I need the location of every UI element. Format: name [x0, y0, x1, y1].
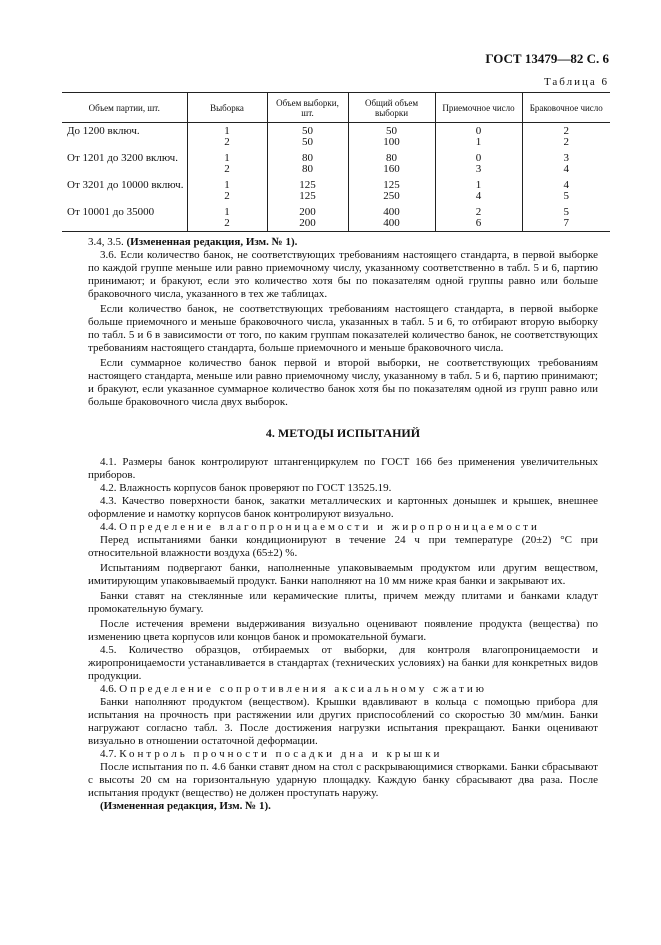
section-heading: 4. МЕТОДЫ ИСПЫТАНИЙ — [265, 426, 421, 440]
column-header: Объем выборки, шт. — [267, 93, 348, 123]
body-text — [88, 236, 598, 813]
lot-size-cell: От 3201 до 10000 включ. — [67, 179, 184, 191]
total-size-cell: 400 400 — [348, 204, 435, 232]
table-row — [62, 177, 610, 204]
paragraph-4-3: 4.3. Качество поверхности банок, закатки металлических и картонных донышек и крышек, внешнее оформление и намотку корпусов банок контролируют визуально. — [88, 495, 598, 520]
total-size-cell: 125 250 — [348, 177, 435, 204]
sample-size-cell: 50 50 — [267, 123, 348, 151]
sample-size-cell: 200 200 — [267, 204, 348, 232]
column-header: Выборка — [187, 93, 267, 123]
reject-number-cell: 2 2 — [522, 123, 610, 151]
paragraph: Если количество банок, не соответствующих требованиям настоящего стандарта, в первой выборке больше приемочного и меньше браковочного числа, указанных в табл. 5 и 6, то отбирают вторую выборку по табл. 5 и 6 в зависимости от того, по каким группам показателей количество банок, не соответствующих требованиям настоящего стандарта, больше приемочного и меньше браковочного числа. — [88, 303, 598, 354]
accept-number-cell: 0 3 — [435, 150, 522, 177]
table-row — [62, 204, 610, 232]
sample-cell: 1 2 — [187, 204, 267, 232]
paragraph: Испытаниям подвергают банки, наполненные упаковываемым продуктом или другим веществом, имитирующим упаковываемый продукт. Банки наполняют на 10 мм ниже края банки и закрывают их. — [88, 562, 598, 587]
paragraph: После истечения времени выдерживания визуально оценивают появление продукта (вещества) по изменению цвета корпусов или концов банок и промокательной бумаги. — [88, 618, 598, 643]
accept-number-cell: 1 4 — [435, 177, 522, 204]
total-size-cell: 50 100 — [348, 123, 435, 151]
total-size-cell: 80 160 — [348, 150, 435, 177]
column-header: Приемочное число — [435, 93, 522, 123]
accept-number-cell: 2 6 — [435, 204, 522, 232]
paragraph-4-5: 4.5. Количество образцов, отбираемых от выборки, для контроля влагопроницаемости и жиропроницаемости устанавливается в стандартах (технических условиях) на банки для конкретных видов продукции. — [88, 644, 598, 682]
paragraph-4-1: 4.1. Размеры банок контролируют штангенциркулем по ГОСТ 166 без применения увеличительных приборов. — [88, 456, 598, 481]
accept-number-cell: 0 1 — [435, 123, 522, 151]
table-row — [62, 123, 610, 151]
table-row — [62, 150, 610, 177]
table-label: Таблица 6 — [543, 76, 609, 88]
lot-size-cell: От 10001 до 35000 — [62, 204, 187, 232]
revision-note: (Измененная редакция, Изм. № 1). — [100, 800, 271, 812]
paragraph: Перед испытаниями банки кондиционируют в течение 24 ч при температуре (20±2) °С при относительной влажности воздуха (65±2) %. — [88, 534, 598, 559]
paragraph-3-4-3-5: 3.4, 3.5. (Измененная редакция, Изм. № 1). — [88, 236, 298, 248]
table-header-row — [62, 93, 610, 123]
paragraph: Банки наполняют продуктом (веществом). Крышки вдавливают в кольца с помощью прибора для испытания на прочность при растяжении или других приспособлений со скоростью 30 мм/мин. Банки нагружают согласно табл. 3. После достижения нагрузки испытания прекращают. Банки оценивают визуально в отношении остаточной деформации. — [88, 696, 598, 747]
column-header: Общий объем выборки — [348, 93, 435, 123]
column-header: Браковочное число — [522, 93, 610, 123]
standard-header: ГОСТ 13479—82 С. 6 — [485, 51, 609, 66]
paragraph-4-6: 4.6. Определение сопротивления аксиальному сжатию — [100, 683, 487, 695]
paragraph-3-6: 3.6. Если количество банок, не соответствующих требованиям настоящего стандарта, в первой выборке по каждой группе меньше или равно приемочному числу, указанному соответственно в табл. 5 и 6, партию принимают; и бракуют, если это количество хотя бы по показателям одной группы равно или больше браковочного числа, указанного в тех же таблицах. — [88, 249, 598, 300]
paragraph-4-2: 4.2. Влажность корпусов банок проверяют по ГОСТ 13525.19. — [100, 482, 392, 494]
sample-cell: 1 2 — [187, 150, 267, 177]
paragraph: Банки ставят на стеклянные или керамические плиты, причем между плитами и банками кладут промокательную бумагу. — [88, 590, 598, 615]
paragraph: После испытания по п. 4.6 банки ставят дном на стол с раскрывающимися створками. Банки сбрасывают с высоты 20 см на горизонтальную ударную площадку. Каждую банку сбрасывают два раза. После испытания продукт (вещество) не должен проступать наружу. — [88, 761, 598, 799]
reject-number-cell: 5 7 — [522, 204, 610, 232]
table-6 — [62, 92, 610, 232]
sample-size-cell: 125 125 — [267, 177, 348, 204]
lot-size-cell: От 1201 до 3200 включ. — [67, 152, 178, 164]
sample-cell: 1 2 — [187, 123, 267, 151]
reject-number-cell: 4 5 — [522, 177, 610, 204]
sample-size-cell: 80 80 — [267, 150, 348, 177]
sample-cell: 1 2 — [187, 177, 267, 204]
reject-number-cell: 3 4 — [522, 150, 610, 177]
lot-size-cell: До 1200 включ. — [67, 125, 140, 137]
paragraph-4-4: 4.4. Определение влагопроницаемости и жиропроницаемости — [100, 521, 540, 533]
column-header: Объем партии, шт. — [62, 93, 187, 123]
paragraph-4-7: 4.7. Контроль прочности посадки дна и крышки — [100, 748, 443, 760]
paragraph: Если суммарное количество банок первой и второй выборки, не соответствующих требованиям настоящего стандарта, меньше или равно приемочному числу, указанному в табл. 5 и 6, партию принимают; и бракуют, если указанное суммарное количество банок хотя бы по показателям одной из групп равно или больше браковочного числа двух выборок. — [88, 357, 598, 408]
